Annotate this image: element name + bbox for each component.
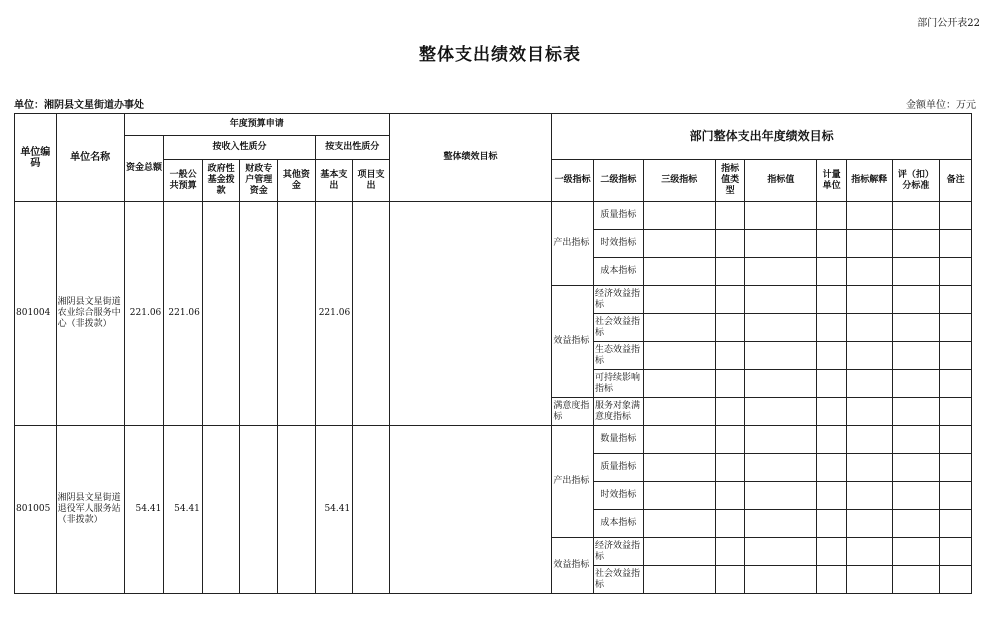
header-scoring: 评（扣）分标准 [892,160,940,202]
scoring-cell [892,426,940,454]
explanation-cell [846,426,892,454]
other-funds-cell [278,202,316,426]
header-indicator-value: 指标值 [745,160,817,202]
remarks-cell [940,202,972,230]
indicator-value-cell [745,510,817,538]
measure-unit-cell [817,538,846,566]
measure-unit-cell [817,202,846,230]
indicator-value-cell [745,286,817,314]
scoring-cell [892,370,940,398]
value-type-cell [715,538,744,566]
level2-cell: 生态效益指标 [593,342,643,370]
amount-unit-label: 金额单位：万元 [906,100,976,111]
indicator-value-cell [745,342,817,370]
level3-cell [643,286,715,314]
level2-cell: 社会效益指标 [593,314,643,342]
performance-target-table [14,113,972,594]
overall-target-cell [389,202,552,426]
header-annual-budget: 年度预算申请 [124,114,389,136]
value-type-cell [715,258,744,286]
scoring-cell [892,538,940,566]
header-overall-target: 整体绩效目标 [389,114,552,202]
header-value-type: 指标值类型 [715,160,744,202]
fiscal-account-cell [240,426,278,594]
scoring-cell [892,342,940,370]
measure-unit-cell [817,286,846,314]
header-unit-name: 单位名称 [56,114,124,202]
header-unit-code: 单位编码 [15,114,57,202]
remarks-cell [940,454,972,482]
measure-unit-cell [817,426,846,454]
measure-unit-cell [817,566,846,594]
header-by-expense: 按支出性质分 [315,136,389,160]
level2-cell: 社会效益指标 [593,566,643,594]
gov-fund-cell [202,426,240,594]
level1-cell: 效益指标 [552,286,594,398]
remarks-cell [940,482,972,510]
other-funds-cell [278,426,316,594]
page-title: 整体支出绩效目标表 [419,45,581,65]
level2-cell: 时效指标 [593,230,643,258]
header-gov-fund: 政府性基金拨款 [202,160,240,202]
level3-cell [643,538,715,566]
scoring-cell [892,286,940,314]
unit-code-cell: 801004 [15,202,57,426]
table-row [15,426,972,454]
total-funds-cell: 54.41 [124,426,164,594]
explanation-cell [846,482,892,510]
remarks-cell [940,342,972,370]
remarks-cell [940,538,972,566]
gov-fund-cell [202,202,240,426]
remarks-cell [940,286,972,314]
remarks-cell [940,370,972,398]
remarks-cell [940,510,972,538]
explanation-cell [846,538,892,566]
header-level3: 三级指标 [643,160,715,202]
header-measure-unit: 计量单位 [817,160,846,202]
remarks-cell [940,230,972,258]
unit-code-cell: 801005 [15,426,57,594]
value-type-cell [715,566,744,594]
explanation-cell [846,370,892,398]
explanation-cell [846,510,892,538]
scoring-cell [892,398,940,426]
remarks-cell [940,426,972,454]
basic-expense-cell: 221.06 [315,202,353,426]
form-number: 部门公开表22 [917,18,980,29]
indicator-value-cell [745,230,817,258]
level3-cell [643,454,715,482]
explanation-cell [846,454,892,482]
measure-unit-cell [817,482,846,510]
level2-cell: 数量指标 [593,426,643,454]
remarks-cell [940,566,972,594]
level3-cell [643,398,715,426]
explanation-cell [846,398,892,426]
level3-cell [643,314,715,342]
value-type-cell [715,398,744,426]
total-funds-cell: 221.06 [124,202,164,426]
level3-cell [643,342,715,370]
header-project-expense: 项目支出 [353,160,390,202]
value-type-cell [715,314,744,342]
unit-name-cell: 湘阴县文星街道农业综合服务中心（非拨款） [56,202,124,426]
level2-cell: 经济效益指标 [593,286,643,314]
header-remarks: 备注 [940,160,972,202]
remarks-cell [940,314,972,342]
indicator-value-cell [745,538,817,566]
level3-cell [643,510,715,538]
indicator-value-cell [745,258,817,286]
measure-unit-cell [817,398,846,426]
scoring-cell [892,202,940,230]
header-by-income: 按收入性质分 [164,136,315,160]
level3-cell [643,202,715,230]
scoring-cell [892,258,940,286]
header-other-funds: 其他资金 [278,160,316,202]
level2-cell: 成本指标 [593,258,643,286]
value-type-cell [715,286,744,314]
scoring-cell [892,482,940,510]
indicator-value-cell [745,202,817,230]
explanation-cell [846,342,892,370]
level3-cell [643,370,715,398]
value-type-cell [715,342,744,370]
value-type-cell [715,202,744,230]
explanation-cell [846,286,892,314]
overall-target-cell [389,426,552,594]
general-budget-cell: 221.06 [164,202,203,426]
level2-cell: 可持续影响指标 [593,370,643,398]
level1-cell: 产出指标 [552,426,594,538]
level1-cell: 效益指标 [552,538,594,594]
project-expense-cell [353,202,390,426]
value-type-cell [715,426,744,454]
measure-unit-cell [817,370,846,398]
indicator-value-cell [745,454,817,482]
header-dept-target: 部门整体支出年度绩效目标 [552,114,972,160]
scoring-cell [892,566,940,594]
explanation-cell [846,202,892,230]
indicator-value-cell [745,426,817,454]
table-row [15,202,972,230]
level2-cell: 经济效益指标 [593,538,643,566]
level2-cell: 质量指标 [593,202,643,230]
header-basic-expense: 基本支出 [315,160,353,202]
header-level2: 二级指标 [593,160,643,202]
header-explanation: 指标解释 [846,160,892,202]
explanation-cell [846,314,892,342]
level3-cell [643,482,715,510]
explanation-cell [846,230,892,258]
level3-cell [643,566,715,594]
level1-cell: 产出指标 [552,202,594,286]
indicator-value-cell [745,370,817,398]
explanation-cell [846,566,892,594]
level3-cell [643,258,715,286]
scoring-cell [892,454,940,482]
fiscal-account-cell [240,202,278,426]
measure-unit-cell [817,454,846,482]
unit-name-cell: 湘阴县文星街道退役军人服务站（非拨款） [56,426,124,594]
measure-unit-cell [817,314,846,342]
level2-cell: 服务对象满意度指标 [593,398,643,426]
value-type-cell [715,482,744,510]
indicator-value-cell [745,482,817,510]
indicator-value-cell [745,314,817,342]
level3-cell [643,426,715,454]
level2-cell: 时效指标 [593,482,643,510]
measure-unit-cell [817,230,846,258]
header-total-funds: 资金总额 [124,136,164,202]
explanation-cell [846,258,892,286]
remarks-cell [940,258,972,286]
project-expense-cell [353,426,390,594]
remarks-cell [940,398,972,426]
header-level1: 一级指标 [552,160,594,202]
measure-unit-cell [817,258,846,286]
level1-cell: 满意度指标 [552,398,594,426]
header-fiscal-account: 财政专户管理资金 [240,160,278,202]
indicator-value-cell [745,566,817,594]
indicator-value-cell [745,398,817,426]
unit-label: 单位：湘阴县文星街道办事处 [14,100,144,111]
scoring-cell [892,314,940,342]
scoring-cell [892,230,940,258]
general-budget-cell: 54.41 [164,426,203,594]
value-type-cell [715,454,744,482]
header-general-budget: 一般公共预算 [164,160,203,202]
basic-expense-cell: 54.41 [315,426,353,594]
measure-unit-cell [817,510,846,538]
value-type-cell [715,370,744,398]
value-type-cell [715,510,744,538]
level2-cell: 成本指标 [593,510,643,538]
level2-cell: 质量指标 [593,454,643,482]
measure-unit-cell [817,342,846,370]
scoring-cell [892,510,940,538]
value-type-cell [715,230,744,258]
level3-cell [643,230,715,258]
